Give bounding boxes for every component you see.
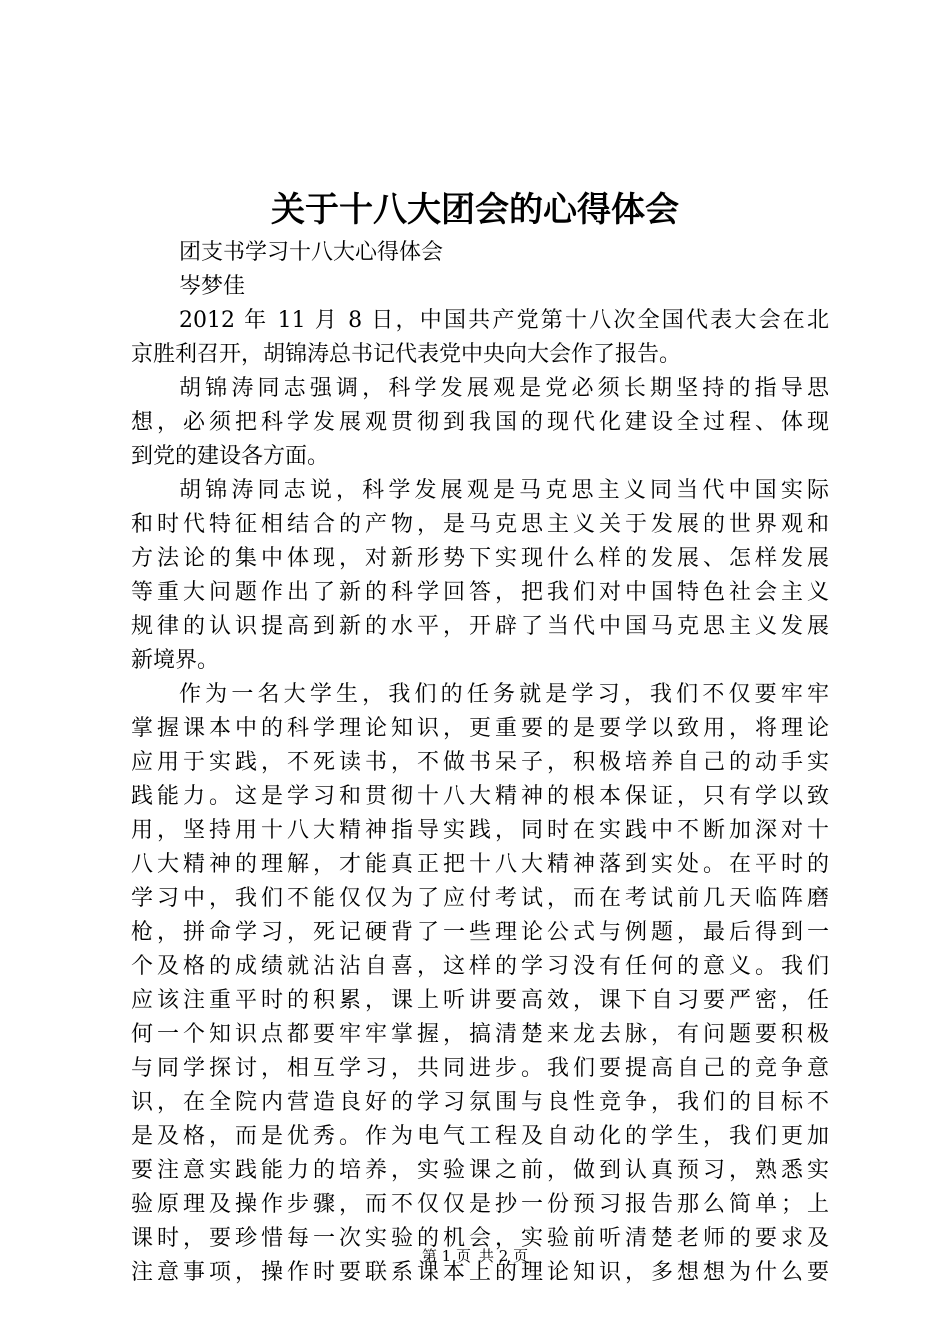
page-total: 共 2 页 (479, 1247, 529, 1265)
paragraph-line: 识，在全院内营造良好的学习氛围与良性竞争，我们的目标不 (131, 1090, 829, 1115)
paragraph-line: 注意事项，操作时要联系课本上的理论知识，多想想为什么要 (131, 1260, 829, 1285)
paragraph-line: 是及格，而是优秀。作为电气工程及自动化的学生，我们更加 (131, 1124, 829, 1149)
paragraph-line: 八大精神的理解，才能真正把十八大精神落到实处。在平时的 (131, 852, 829, 877)
paragraph-line: 胡锦涛同志说，科学发展观是马克思主义同当代中国实际 (179, 478, 829, 503)
page-number: 第 1 页 (421, 1247, 471, 1265)
paragraph-line: 用，坚持用十八大精神指导实践，同时在实践中不断加深对十 (131, 818, 829, 843)
paragraph-line: 验原理及操作步骤，而不仅仅是抄一份预习报告那么简单；上 (131, 1192, 829, 1217)
paragraph-line: 要注意实践能力的培养，实验课之前，做到认真预习，熟悉实 (131, 1158, 829, 1183)
paragraph-line: 课时，要珍惜每一次实验的机会，实验前听清楚老师的要求及 (131, 1226, 829, 1251)
document-title: 关于十八大团会的心得体会 (271, 190, 679, 230)
page-footer (0, 1245, 950, 1267)
paragraph-line: 应该注重平时的积累，课上听讲要高效，课下自习要严密，任 (131, 988, 829, 1013)
document-author: 岑梦佳 (179, 274, 246, 299)
paragraph-list (131, 304, 829, 1290)
paragraph-line: 京胜利召开，胡锦涛总书记代表党中央向大会作了报告。 (131, 342, 682, 367)
paragraph-line: 胡锦涛同志强调，科学发展观是党必须长期坚持的指导思 (179, 376, 829, 401)
paragraph-line: 新境界。 (131, 648, 220, 673)
document-subtitle: 团支书学习十八大心得体会 (179, 240, 444, 265)
paragraph (131, 372, 829, 474)
paragraph-line: 规律的认识提高到新的水平，开辟了当代中国马克思主义发展 (131, 614, 829, 639)
paragraph-line: 到党的建设各方面。 (131, 444, 330, 469)
paragraph-line: 2012 年 11 月 8 日，中国共产党第十八次全国代表大会在北 (179, 308, 829, 333)
document-body (131, 236, 829, 1290)
paragraph (131, 304, 829, 372)
paragraph-line: 应用于实践，不死读书，不做书呆子，积极培养自己的动手实 (131, 750, 829, 775)
paragraph-line: 想，必须把科学发展观贯彻到我国的现代化建设全过程、体现 (131, 410, 829, 435)
paragraph-line: 与同学探讨，相互学习，共同进步。我们要提高自己的竞争意 (131, 1056, 829, 1081)
paragraph-line: 践能力。这是学习和贯彻十八大精神的根本保证，只有学以致 (131, 784, 829, 809)
paragraph-line: 个及格的成绩就沾沾自喜，这样的学习没有任何的意义。我们 (131, 954, 829, 979)
paragraph-line: 作为一名大学生，我们的任务就是学习，我们不仅要牢牢 (179, 682, 829, 707)
paragraph-line: 掌握课本中的科学理论知识，更重要的是要学以致用，将理论 (131, 716, 829, 741)
paragraph-line: 枪，拼命学习，死记硬背了一些理论公式与例题，最后得到一 (131, 920, 829, 945)
paragraph-line: 学习中，我们不能仅仅为了应付考试，而在考试前几天临阵磨 (131, 886, 829, 911)
paragraph-line: 等重大问题作出了新的科学回答，把我们对中国特色社会主义 (131, 580, 829, 605)
paragraph (131, 474, 829, 678)
paragraph (131, 678, 829, 1290)
paragraph-line: 何一个知识点都要牢牢掌握，搞清楚来龙去脉，有问题要积极 (131, 1022, 829, 1047)
paragraph-line: 方法论的集中体现，对新形势下实现什么样的发展、怎样发展 (131, 546, 829, 571)
paragraph-line: 和时代特征相结合的产物，是马克思主义关于发展的世界观和 (131, 512, 829, 537)
